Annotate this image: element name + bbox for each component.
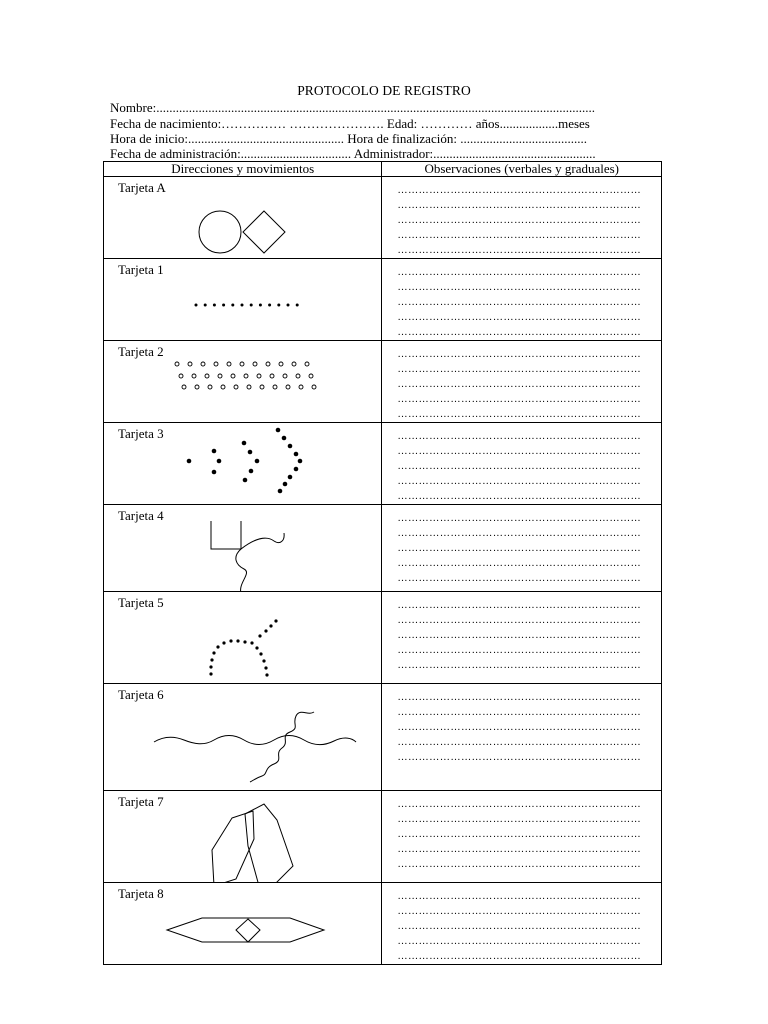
table-row <box>104 341 662 423</box>
card-label: Tarjeta 8 <box>118 886 164 901</box>
observation-cell[interactable] <box>382 883 662 965</box>
table-row <box>104 791 662 883</box>
card-cell <box>104 177 382 259</box>
card-1-figure <box>104 259 382 336</box>
observation-cell[interactable] <box>382 341 662 423</box>
observation-dotted-line[interactable]: …………………………………………………………… <box>397 814 642 825</box>
observation-dotted-line[interactable]: …………………………………………………………… <box>397 707 642 718</box>
observation-cell[interactable] <box>382 684 662 791</box>
observation-dotted-line[interactable]: …………………………………………………………… <box>397 431 642 442</box>
column-header-observations: Observaciones (verbales y graduales) <box>382 162 662 177</box>
observation-dotted-line[interactable]: …………………………………………………………… <box>397 200 642 211</box>
card-6-figure <box>104 684 382 791</box>
card-a-figure <box>104 177 382 255</box>
observation-dotted-line[interactable]: …………………………………………………………… <box>397 543 642 554</box>
observation-dotted-line[interactable]: …………………………………………………………… <box>397 297 642 308</box>
card-cell <box>104 423 382 505</box>
table-row <box>104 177 662 259</box>
card-label: Tarjeta 2 <box>118 344 164 359</box>
observation-dotted-line[interactable]: …………………………………………………………… <box>397 364 642 375</box>
card-2-figure <box>104 341 382 418</box>
card-cell <box>104 505 382 592</box>
observation-dotted-line[interactable]: …………………………………………………………… <box>397 844 642 855</box>
observation-dotted-line[interactable]: …………………………………………………………… <box>397 327 642 338</box>
observation-dotted-line[interactable]: …………………………………………………………… <box>397 573 642 584</box>
card-label: Tarjeta 7 <box>118 794 164 809</box>
card-label: Tarjeta 3 <box>118 426 164 441</box>
observation-dotted-line[interactable]: …………………………………………………………… <box>397 737 642 748</box>
observation-dotted-line[interactable]: …………………………………………………………… <box>397 799 642 810</box>
administration-date-field[interactable]: Fecha de administración:.................................. Administrador:.................................................. <box>110 146 596 161</box>
card-cell <box>104 341 382 423</box>
observation-dotted-line[interactable]: …………………………………………………………… <box>397 829 642 840</box>
observation-dotted-line[interactable]: …………………………………………………………… <box>397 921 642 932</box>
observation-cell[interactable] <box>382 505 662 592</box>
table-row <box>104 684 662 791</box>
observation-dotted-line[interactable]: …………………………………………………………… <box>397 645 642 656</box>
observation-dotted-line[interactable]: …………………………………………………………… <box>397 859 642 870</box>
observation-dotted-line[interactable]: …………………………………………………………… <box>397 446 642 457</box>
column-header-directions: Direcciones y movimientos <box>104 162 382 177</box>
card-4-figure <box>104 505 382 592</box>
table-row <box>104 883 662 965</box>
observation-dotted-line[interactable]: …………………………………………………………… <box>397 230 642 241</box>
observation-cell[interactable] <box>382 177 662 259</box>
observation-dotted-line[interactable]: …………………………………………………………… <box>397 630 642 641</box>
card-7-figure <box>104 791 382 883</box>
observation-dotted-line[interactable]: …………………………………………………………… <box>397 394 642 405</box>
observation-dotted-line[interactable]: …………………………………………………………… <box>397 491 642 502</box>
card-label: Tarjeta 1 <box>118 262 164 277</box>
observation-dotted-line[interactable]: …………………………………………………………… <box>397 215 642 226</box>
observation-dotted-line[interactable]: …………………………………………………………… <box>397 936 642 947</box>
observation-dotted-line[interactable]: …………………………………………………………… <box>397 409 642 420</box>
card-label: Tarjeta 6 <box>118 687 164 702</box>
observation-dotted-line[interactable]: …………………………………………………………… <box>397 185 642 196</box>
card-cell <box>104 791 382 883</box>
table-row <box>104 423 662 505</box>
table-row <box>104 259 662 341</box>
observation-dotted-line[interactable]: …………………………………………………………… <box>397 951 642 962</box>
observation-dotted-line[interactable]: …………………………………………………………… <box>397 692 642 703</box>
birthdate-age-field[interactable]: Fecha de nacimiento:…………… …………………. Edad: ………… años..................meses <box>110 116 590 131</box>
page-title: PROTOCOLO DE REGISTRO <box>297 83 471 98</box>
observation-dotted-line[interactable]: …………………………………………………………… <box>397 245 642 256</box>
observation-dotted-line[interactable]: …………………………………………………………… <box>397 349 642 360</box>
observation-dotted-line[interactable]: …………………………………………………………… <box>397 312 642 323</box>
observation-dotted-line[interactable]: …………………………………………………………… <box>397 282 642 293</box>
observation-cell[interactable] <box>382 791 662 883</box>
observation-dotted-line[interactable]: …………………………………………………………… <box>397 906 642 917</box>
observation-dotted-line[interactable]: …………………………………………………………… <box>397 600 642 611</box>
observation-dotted-line[interactable]: …………………………………………………………… <box>397 528 642 539</box>
card-3-figure <box>104 423 382 500</box>
observation-dotted-line[interactable]: …………………………………………………………… <box>397 891 642 902</box>
card-cell <box>104 259 382 341</box>
observation-dotted-line[interactable]: …………………………………………………………… <box>397 461 642 472</box>
protocol-table <box>103 161 662 965</box>
observation-cell[interactable] <box>382 259 662 341</box>
card-label: Tarjeta A <box>118 180 166 195</box>
observation-cell[interactable] <box>382 423 662 505</box>
card-cell <box>104 592 382 684</box>
card-5-figure <box>104 592 382 684</box>
observation-dotted-line[interactable]: …………………………………………………………… <box>397 722 642 733</box>
nombre-field[interactable]: Nombre:....................................................................................................................................... <box>110 100 595 115</box>
card-label: Tarjeta 4 <box>118 508 164 523</box>
table-row <box>104 505 662 592</box>
card-cell <box>104 684 382 791</box>
card-8-figure <box>104 883 382 960</box>
observation-dotted-line[interactable]: …………………………………………………………… <box>397 513 642 524</box>
card-label: Tarjeta 5 <box>118 595 164 610</box>
observation-dotted-line[interactable]: …………………………………………………………… <box>397 752 642 763</box>
observation-dotted-line[interactable]: …………………………………………………………… <box>397 615 642 626</box>
observation-dotted-line[interactable]: …………………………………………………………… <box>397 558 642 569</box>
table-header-row <box>104 162 662 177</box>
observation-dotted-line[interactable]: …………………………………………………………… <box>397 267 642 278</box>
table-row <box>104 592 662 684</box>
card-cell <box>104 883 382 965</box>
observation-dotted-line[interactable]: …………………………………………………………… <box>397 660 642 671</box>
observation-dotted-line[interactable]: …………………………………………………………… <box>397 476 642 487</box>
start-end-time-field[interactable]: Hora de inicio:................................................ Hora de finalización: ....................................... <box>110 131 587 146</box>
observation-cell[interactable] <box>382 592 662 684</box>
observation-dotted-line[interactable]: …………………………………………………………… <box>397 379 642 390</box>
